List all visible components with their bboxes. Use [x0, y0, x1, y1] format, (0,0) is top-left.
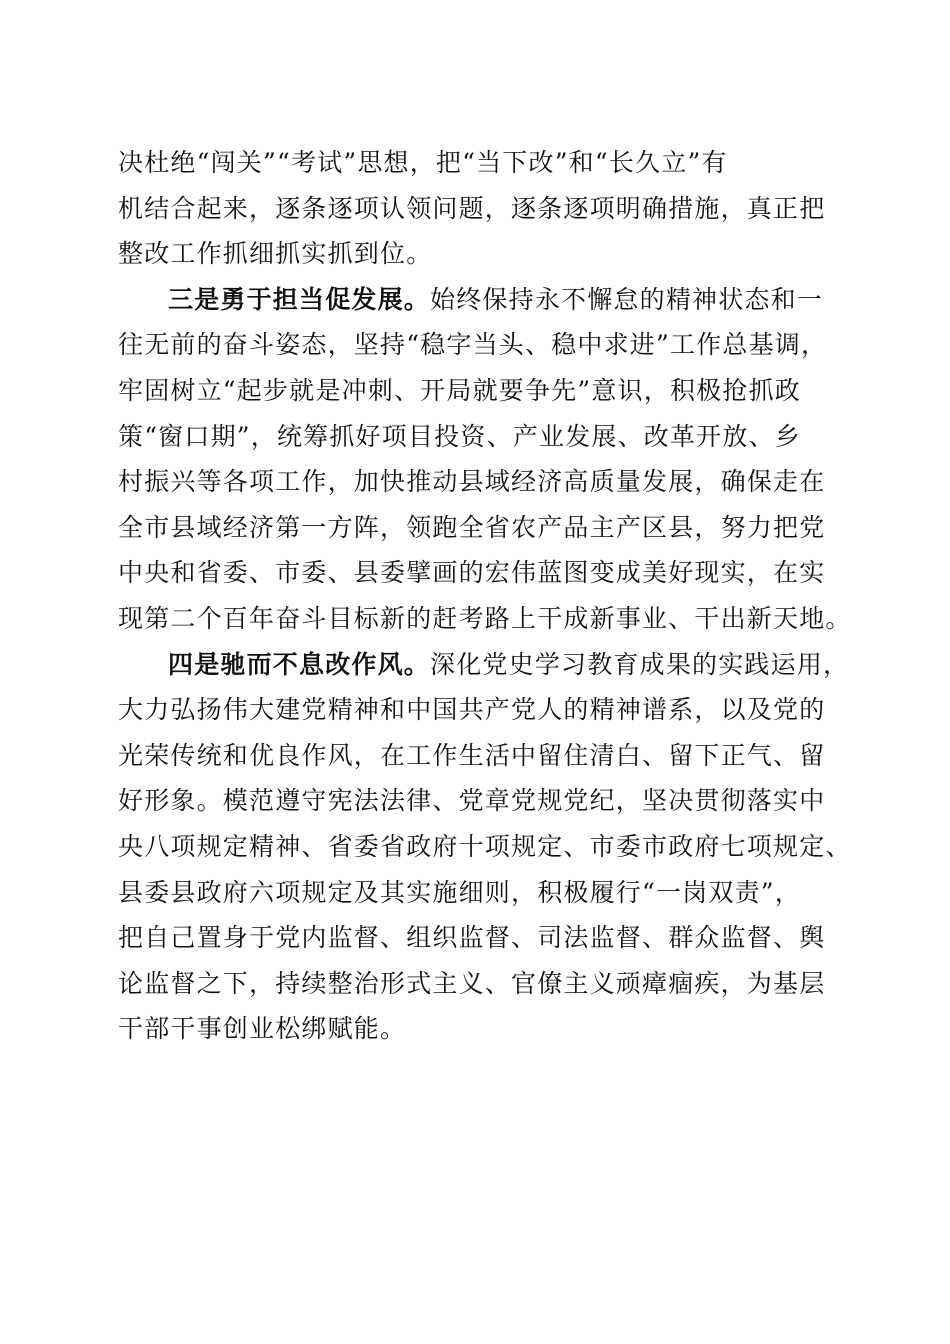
- paragraph-four-line: 光荣传统和优良作风，在工作生活中留住清白、留下正气、留: [118, 740, 826, 770]
- paragraph-three-heading: 三是勇于担当促发展。: [168, 284, 431, 314]
- paragraph-three-first-line-text: 始终保持永不懈怠的精神状态和一: [430, 284, 824, 314]
- paragraph-four-first-line-text: 深化党史学习教育成果的实践运用，: [430, 649, 850, 679]
- paragraph-four-line: 好形象。模范遵守宪法法律、党章党规党纪，坚决贯彻落实中: [118, 786, 826, 816]
- paragraph-four-line: 央八项规定精神、省委省政府十项规定、市委市政府七项规定、: [118, 831, 852, 861]
- document-body: [118, 140, 852, 1052]
- paragraph-three-line: 现第二个百年奋斗目标新的赶考路上干成新事业、干出新天地。: [118, 603, 852, 633]
- paragraph-continued-line: 机结合起来，逐条逐项认领问题，逐条逐项明确措施，真正把: [118, 193, 826, 223]
- paragraph-four-heading: 四是驰而不息改作风。: [168, 649, 431, 679]
- paragraph-four-line: 干部干事创业松绑赋能。: [118, 1014, 407, 1044]
- paragraph-four-line: 大力弘扬伟大建党精神和中国共产党人的精神谱系，以及党的: [118, 695, 826, 725]
- paragraph-three-line: 往无前的奋斗姿态，坚持“稳字当头、稳中求进”工作总基调，: [118, 330, 828, 360]
- paragraph-three-line: 村振兴等各项工作，加快推动县域经济高质量发展，确保走在: [118, 467, 826, 497]
- paragraph-three-line: 全市县域经济第一方阵，领跑全省农产品主产区县，努力把党: [118, 512, 826, 542]
- paragraph-three-line: 牢固树立“起步就是冲刺、开局就要争先”意识，积极抢抓政: [118, 375, 801, 405]
- paragraph-four-first-line: [118, 642, 850, 688]
- paragraph-continued-line: 决杜绝“闯关”“考试”思想，把“当下改”和“长久立”有: [118, 148, 728, 177]
- paragraph-three-line: 策“窗口期”，统筹抓好项目投资、产业发展、改革开放、乡: [118, 421, 801, 451]
- paragraph-three-line: 中央和省委、市委、县委擘画的宏伟蓝图变成美好现实，在实: [118, 558, 826, 588]
- paragraph-four-line: 把自己置身于党内监督、组织监督、司法监督、群众监督、舆: [118, 923, 826, 953]
- paragraph-four-line: 县委县政府六项规定及其实施细则，积极履行“一岗双责”，: [118, 877, 801, 907]
- paragraph-four-line: 论监督之下，持续整治形式主义、官僚主义顽瘴痼疾，为基层: [118, 968, 826, 998]
- paragraph-three-first-line: [118, 277, 842, 323]
- paragraph-continued-line: 整改工作抓细抓实抓到位。: [118, 239, 433, 269]
